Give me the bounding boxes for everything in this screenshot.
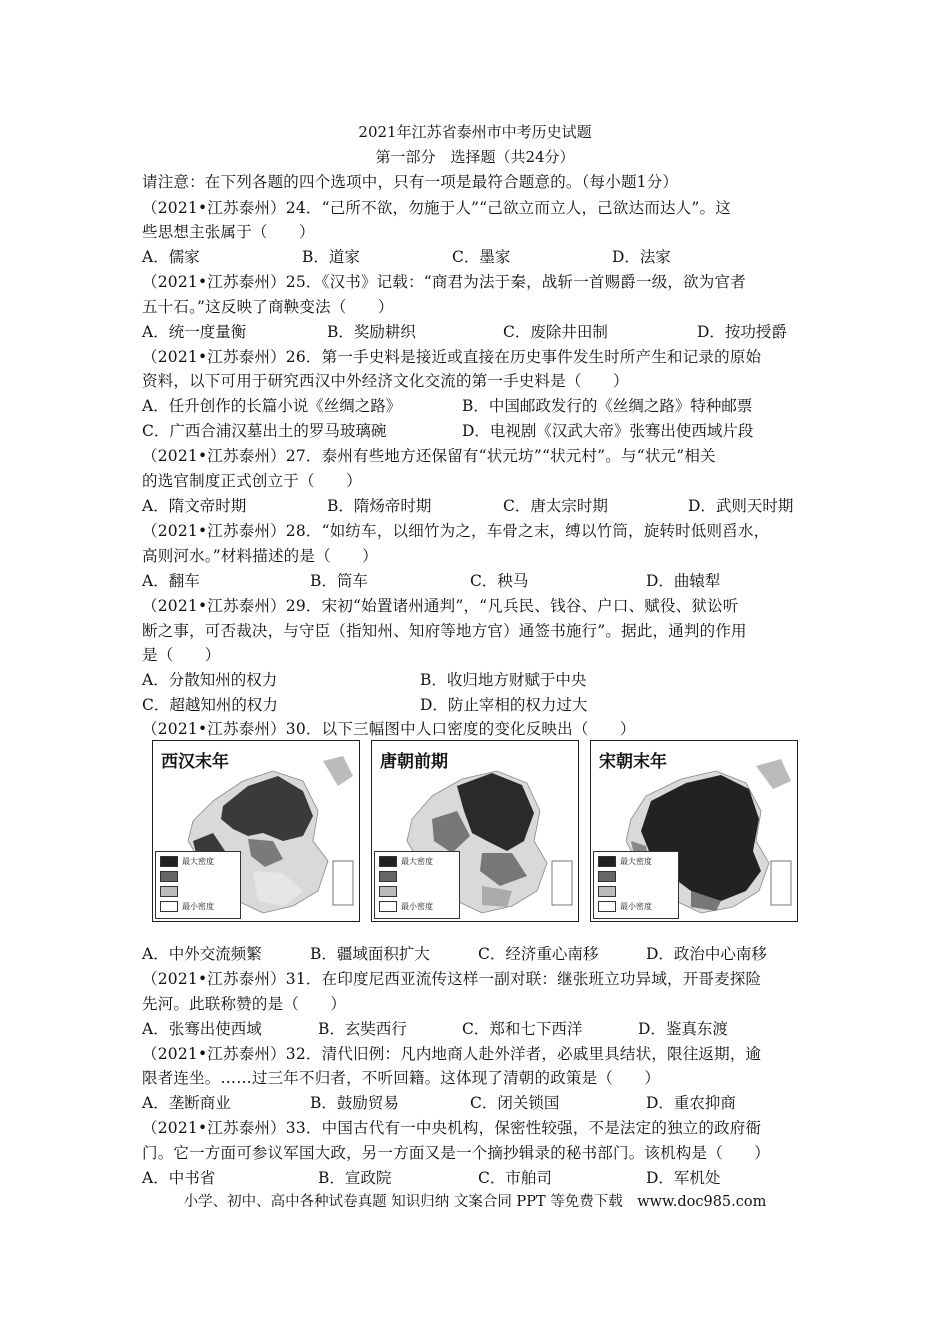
question-32-line-2: 限者连坐。……过三年不归者，不听回籍。这体现了清朝的政策是（ ） bbox=[142, 1069, 661, 1087]
legend-label-max: 最大密度 bbox=[182, 857, 214, 866]
footer-watermark: 小学、初中、高中各种试卷真题 知识归纳 文案合同 PPT 等免费下载 www.doc985.com bbox=[183, 1194, 767, 1210]
legend-swatch bbox=[379, 856, 397, 867]
question-26-line-1: （2021•江苏泰州）26．第一手史料是接近或直接在历史事件发生时所产生和记录的原始 bbox=[142, 348, 762, 366]
question-29-line-2: 断之事，可否裁决，与守臣（指知州、知府等地方官）通签书施行”。据此，通判的作用 bbox=[142, 622, 747, 640]
map-title: 唐朝前期 bbox=[380, 752, 448, 772]
q27-option-b: B．隋炀帝时期 bbox=[327, 497, 432, 515]
legend-swatch bbox=[598, 886, 616, 897]
legend-swatch bbox=[598, 871, 616, 882]
q32-option-b: B．鼓励贸易 bbox=[310, 1094, 399, 1112]
q25-option-d: D．按功授爵 bbox=[697, 323, 787, 341]
q28-option-b: B．筒车 bbox=[310, 572, 368, 590]
question-28-line-2: 高则河水。”材料描述的是（ ） bbox=[142, 547, 378, 565]
population-density-maps bbox=[152, 740, 800, 922]
map-title: 西汉末年 bbox=[161, 752, 229, 772]
q30-option-a: A．中外交流频繁 bbox=[142, 945, 262, 963]
question-25-line-2: 五十石。”这反映了商鞅变法（ ） bbox=[142, 298, 394, 316]
legend-label-min: 最小密度 bbox=[620, 902, 652, 911]
question-32-line-1: （2021•江苏泰州）32．清代旧例：凡内地商人赴外洋者，必戚里具结状，限往返期，逾 bbox=[142, 1045, 762, 1063]
q28-option-a: A．翻车 bbox=[142, 572, 200, 590]
legend-label-min: 最小密度 bbox=[182, 902, 214, 911]
q29-option-b: B．收归地方财赋于中央 bbox=[420, 671, 587, 689]
q30-option-c: C．经济重心南移 bbox=[478, 945, 599, 963]
legend-label-min: 最小密度 bbox=[401, 902, 433, 911]
map-legend bbox=[155, 851, 241, 919]
question-24-line-2: 些思想主张属于（ ） bbox=[142, 223, 315, 241]
question-27-line-2: 的选官制度正式创立于（ ） bbox=[142, 472, 362, 490]
legend-swatch bbox=[160, 886, 178, 897]
question-24-line-1: （2021•江苏泰州）24．“己所不欲，勿施于人”“己欲立而立人，己欲达而达人”。这 bbox=[142, 199, 731, 217]
q25-option-c: C．废除井田制 bbox=[503, 323, 608, 341]
legend-swatch bbox=[598, 856, 616, 867]
q24-option-d: D．法家 bbox=[612, 248, 671, 266]
q32-option-d: D．重农抑商 bbox=[646, 1094, 736, 1112]
q31-option-c: C．郑和七下西洋 bbox=[462, 1020, 583, 1038]
q24-option-b: B．道家 bbox=[302, 248, 360, 266]
question-29-line-3: 是（ ） bbox=[142, 646, 221, 664]
legend-swatch bbox=[379, 901, 397, 912]
section-heading: 第一部分 选择题（共24分） bbox=[375, 148, 575, 166]
q30-option-d: D．政治中心南移 bbox=[646, 945, 767, 963]
map-legend bbox=[374, 851, 460, 919]
question-31-line-2: 先河。此联称赞的是（ ） bbox=[142, 995, 347, 1013]
q27-option-d: D．武则天时期 bbox=[688, 497, 794, 515]
map-legend bbox=[593, 851, 679, 919]
map-western-han bbox=[152, 740, 360, 922]
question-29-line-1: （2021•江苏泰州）29．宋初“始置诸州通判”，“凡兵民、钱谷、户口、赋役、狱讼听 bbox=[142, 597, 739, 615]
q27-option-a: A．隋文帝时期 bbox=[142, 497, 247, 515]
q25-option-a: A．统一度量衡 bbox=[142, 323, 247, 341]
legend-swatch bbox=[160, 856, 178, 867]
q27-option-c: C．唐太宗时期 bbox=[503, 497, 608, 515]
q33-option-b: B．宣政院 bbox=[318, 1169, 392, 1187]
map-early-tang bbox=[371, 740, 579, 922]
question-25-line-1: （2021•江苏泰州）25．《汉书》记载：“商君为法于秦，战斩一首赐爵一级，欲为官者 bbox=[142, 273, 746, 291]
q33-option-a: A．中书省 bbox=[142, 1169, 216, 1187]
legend-swatch bbox=[160, 901, 178, 912]
q26-option-d: D．电视剧《汉武大帝》张骞出使西域片段 bbox=[462, 422, 754, 440]
instruction: 请注意：在下列各题的四个选项中，只有一项是最符合题意的。（每小题1分） bbox=[142, 173, 679, 191]
legend-label-max: 最大密度 bbox=[620, 857, 652, 866]
q28-option-c: C．秧马 bbox=[470, 572, 529, 590]
q33-option-c: C．市舶司 bbox=[478, 1169, 552, 1187]
question-27-line-1: （2021•江苏泰州）27．泰州有些地方还保留有“状元坊”“状元村”。与“状元”相关 bbox=[142, 447, 716, 465]
question-33-line-1: （2021•江苏泰州）33．中国古代有一中央机构，保密性较强，不是法定的独立的政府衙 bbox=[142, 1119, 762, 1137]
legend-swatch bbox=[598, 901, 616, 912]
q24-option-c: C．墨家 bbox=[452, 248, 511, 266]
map-late-song bbox=[590, 740, 798, 922]
q32-option-a: A．垄断商业 bbox=[142, 1094, 231, 1112]
q33-option-d: D．军机处 bbox=[646, 1169, 721, 1187]
legend-swatch bbox=[160, 871, 178, 882]
question-31-line-1: （2021•江苏泰州）31．在印度尼西亚流传这样一副对联：继张班立功异域，开哥麦探险 bbox=[142, 970, 762, 988]
q31-option-a: A．张骞出使西域 bbox=[142, 1020, 262, 1038]
legend-swatch bbox=[379, 886, 397, 897]
q30-option-b: B．疆域面积扩大 bbox=[310, 945, 430, 963]
q29-option-d: D．防止宰相的权力过大 bbox=[420, 696, 588, 714]
legend-label-max: 最大密度 bbox=[401, 857, 433, 866]
legend-swatch bbox=[379, 871, 397, 882]
q26-option-b: B．中国邮政发行的《丝绸之路》特种邮票 bbox=[462, 397, 753, 415]
q26-option-a: A．任升创作的长篇小说《丝绸之路》 bbox=[142, 397, 402, 415]
q28-option-d: D．曲辕犁 bbox=[646, 572, 721, 590]
q24-option-a: A．儒家 bbox=[142, 248, 200, 266]
question-26-line-2: 资料，以下可用于研究西汉中外经济文化交流的第一手史料是（ ） bbox=[142, 372, 629, 390]
q31-option-d: D．鉴真东渡 bbox=[638, 1020, 728, 1038]
q26-option-c: C．广西合浦汉墓出土的罗马玻璃碗 bbox=[142, 422, 387, 440]
q25-option-b: B．奖励耕织 bbox=[327, 323, 416, 341]
question-30-line-1: （2021•江苏泰州）30．以下三幅图中人口密度的变化反映出（ ） bbox=[142, 720, 636, 738]
q32-option-c: C．闭关锁国 bbox=[470, 1094, 560, 1112]
q29-option-a: A．分散知州的权力 bbox=[142, 671, 278, 689]
q31-option-b: B．玄奘西行 bbox=[318, 1020, 407, 1038]
question-33-line-2: 门。它一方面可参议军国大政，另一方面又是一个摘抄辑录的秘书部门。该机构是（ ） bbox=[142, 1144, 771, 1162]
exam-title: 2021年江苏省泰州市中考历史试题 bbox=[358, 123, 592, 141]
question-28-line-1: （2021•江苏泰州）28．“如纺车，以细竹为之，车骨之末，缚以竹筒，旋转时低则舀水， bbox=[142, 522, 770, 540]
map-title: 宋朝末年 bbox=[599, 752, 667, 772]
q29-option-c: C．超越知州的权力 bbox=[142, 696, 278, 714]
